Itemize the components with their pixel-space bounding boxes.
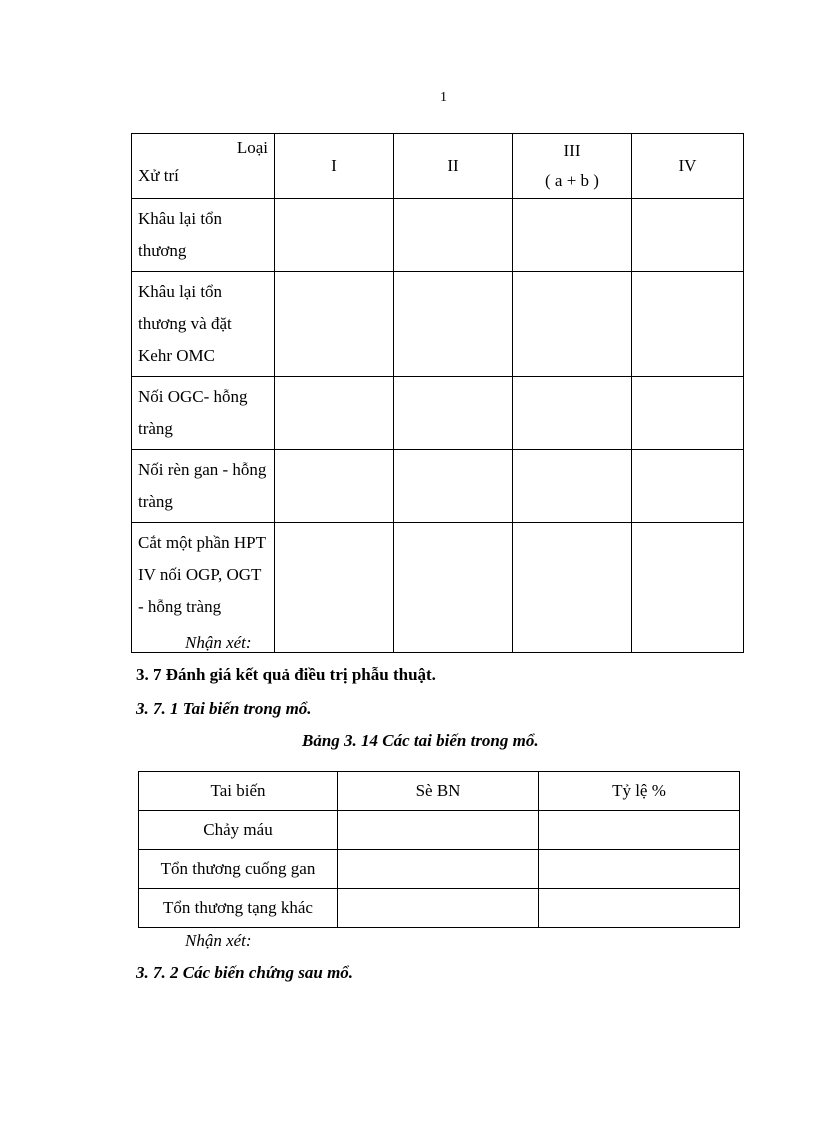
column-header-tai-bien: Tai biến [139,772,338,811]
column-header-iii-sub: ( a + b ) [545,171,599,190]
table-cell [632,523,744,653]
section-heading-3-7: 3. 7 Đánh giá kết quả điều trị phẫu thuật. [136,665,436,684]
table-cell [275,272,394,377]
header-row-label: Loại [236,138,268,157]
column-header-iii [513,134,632,199]
table-cell [338,811,539,850]
table-cell [539,889,740,928]
table-cell [513,272,632,377]
column-header-so-bn: Sè BN [338,772,539,811]
table-cell [513,450,632,523]
table-cell [275,377,394,450]
page-number: 1 [440,90,447,105]
table-row [139,889,740,928]
note-1: Nhận xét: [185,633,252,652]
table-cell [394,450,513,523]
table-cell [632,377,744,450]
column-header-i: I [275,134,394,199]
table-cell [513,523,632,653]
table-cell [513,377,632,450]
section-heading-3-7-2: 3. 7. 2 Các biến chứng sau mổ. [136,963,354,982]
row-label: Tổn thương tạng khác [139,889,338,928]
row-label: Tổn thương cuống gan [139,850,338,889]
table-row [132,450,744,523]
table-cell [394,523,513,653]
table-row [132,377,744,450]
row-label: Nối rèn gan - hỗng tràng [132,450,275,523]
table-cell [275,199,394,272]
table-row [139,850,740,889]
table-cell [513,199,632,272]
table-header-row [139,772,740,811]
row-label: Nối OGC- hỗng tràng [132,377,275,450]
row-label: Chảy máu [139,811,338,850]
column-header-ii: II [394,134,513,199]
column-header-iii-label: III [563,141,581,160]
complications-table [138,771,740,928]
table-cell [275,450,394,523]
section-heading-3-7-1: 3. 7. 1 Tai biến trong mổ. [136,699,312,718]
table-cell [394,377,513,450]
header-col-label: Xử trí [138,166,179,185]
table-cell [394,272,513,377]
note-2: Nhận xét: [185,931,252,950]
table-cell [539,811,740,850]
treatment-table [131,133,744,653]
table-cell [632,450,744,523]
column-header-iv: IV [632,134,744,199]
table-row [132,199,744,272]
row-label: Cắt một phần HPT IV nối OGP, OGT - hỗng tràng [132,523,275,653]
table-cell [632,199,744,272]
table-cell [275,523,394,653]
table-cell [539,850,740,889]
table-row [132,272,744,377]
table-cell [632,272,744,377]
table-cell [338,889,539,928]
column-header-ty-le: Tỷ lệ % [539,772,740,811]
row-label: Khâu lại tổn thương và đặt Kehr OMC [132,272,275,377]
table-2-caption: Bảng 3. 14 Các tai biến trong mổ. [302,731,539,750]
table-cell [394,199,513,272]
diagonal-header-cell [132,134,275,199]
table-header-row [132,134,744,199]
table-row [139,811,740,850]
row-label: Khâu lại tổn thương [132,199,275,272]
table-cell [338,850,539,889]
